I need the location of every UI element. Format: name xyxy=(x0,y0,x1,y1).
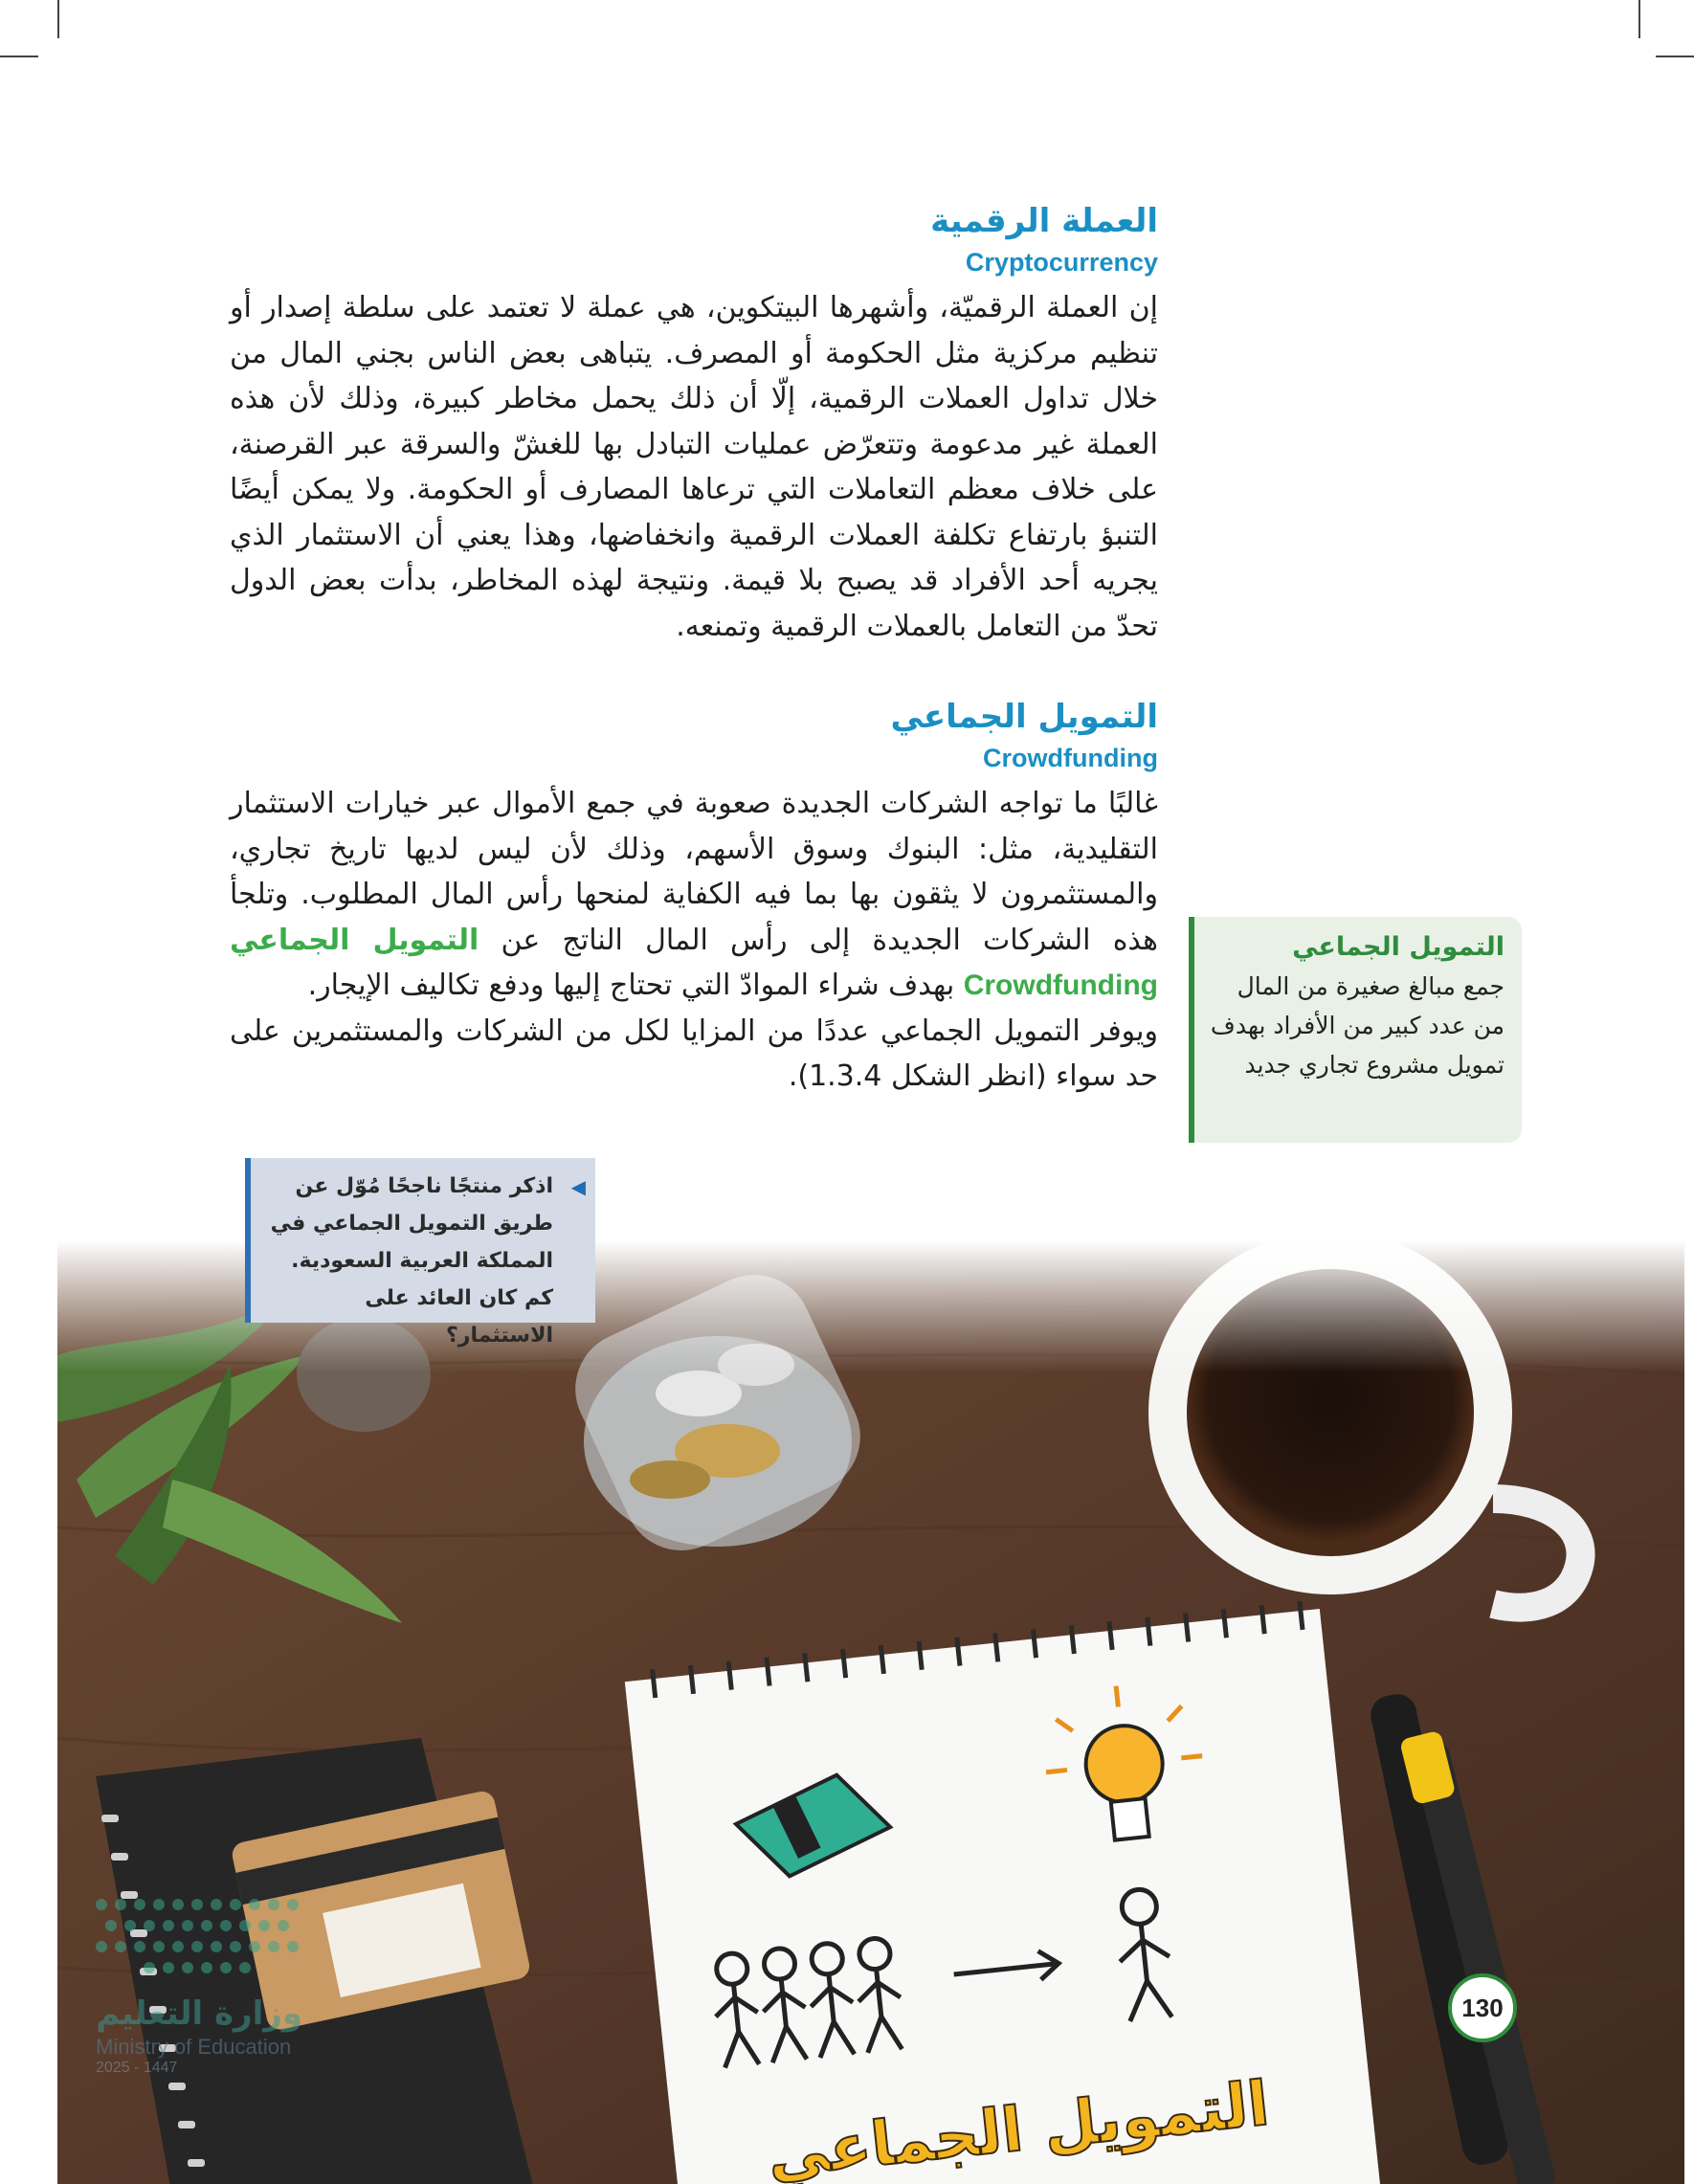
section-title-ar: العملة الرقمية xyxy=(930,202,1158,240)
question-callout xyxy=(245,1158,595,1348)
ministry-logo xyxy=(92,1876,312,2076)
section-paragraph xyxy=(230,781,1158,1009)
section-title-ar: التمويل الجماعي xyxy=(890,698,1158,736)
triangle-pointer-icon: ◀ xyxy=(570,1175,586,1198)
page-number: 130 xyxy=(1448,1973,1517,2042)
section-paragraph: إن العملة الرقميّة، وأشهرها البيتكوين، هي عملة لا تعتمد على سلطة إصدار أو تنظيم مركزية مثل الحكومة أو المصرف. يتباهى بعض الناس بجني المال من خلال تداول العملات الرقمية، إلّا أن ذلك يحمل مخاطر كبيرة، وذلك لأن هذه العملة غير مدعومة وتتعرّض عمليات التبادل بها للغشّ والسرقة عبر القرصنة، على خلاف معظم التعاملات التي ترعاها المصارف أو الحكومة. ولا يمكن أيضًا التنبؤ بارتفاع تكلفة العملات الرقمية وانخفاضها، وهذا يعني أن الاستثمار الذي يجريه أحد الأفراد قد يصبح بلا قيمة. ونتيجة لهذه المخاطر، بدأت بعض الدول تحدّ من التعامل بالعملات الرقمية وتمنعه. xyxy=(230,291,1158,643)
glossary-title: التمويل الجماعي xyxy=(1292,932,1505,962)
section-title-en: Cryptocurrency xyxy=(965,248,1158,277)
paragraph-text: بهدف شراء الموادّ التي تحتاج إليها ودفع تكاليف الإيجار. xyxy=(307,969,955,1002)
keyword-ar: التمويل الجماعي xyxy=(230,923,479,957)
glossary-box xyxy=(1189,917,1522,1143)
ministry-name-en: Ministry of Education xyxy=(96,2035,292,2059)
section-title-en: Crowdfunding xyxy=(983,744,1158,772)
callout-text: اذكر منتجًا ناجحًا مُوّل عن طريق التمويل الجماعي في المملكة العربية السعودية. كم كان العائد على الاستثمار؟ xyxy=(270,1174,553,1348)
crop-mark xyxy=(57,0,59,38)
ministry-logo-icon xyxy=(92,1876,312,1991)
ministry-year: 2025 - 1447 xyxy=(96,2060,178,2076)
ministry-name-ar: وزارة التعليم xyxy=(96,1995,302,2033)
glossary-definition: جمع مبالغ صغيرة من المال من عدد كبير من الأفراد بهدف تمويل مشروع تجاري جديد xyxy=(1210,972,1505,1079)
section-paragraph: ويوفر التمويل الجماعي عددًا من المزايا لكل من الشركات والمستثمرين على حد سواء (انظر الشكل 1.3.4). xyxy=(230,1014,1158,1093)
paragraph-text: غالبًا ما تواجه الشركات الجديدة صعوبة في جمع الأموال عبر خيارات الاستثمار التقليدية، مثل: البنوك وسوق الأسهم، وذلك لأن ليس لديها تاريخ تجاري، والمستثمرون لا يثقون بها بما فيه الكفاية لمنحها رأس المال المطلوب. وتلجأ هذه الشركات الجديدة إلى رأس المال الناتج عن xyxy=(230,787,1159,957)
keyword-en: Crowdfunding xyxy=(963,969,1158,1001)
crop-mark xyxy=(1638,0,1640,38)
section-crowdfunding xyxy=(230,695,1158,1100)
crop-mark xyxy=(1656,56,1694,57)
crop-mark xyxy=(0,56,38,57)
section-cryptocurrency xyxy=(230,199,1158,649)
